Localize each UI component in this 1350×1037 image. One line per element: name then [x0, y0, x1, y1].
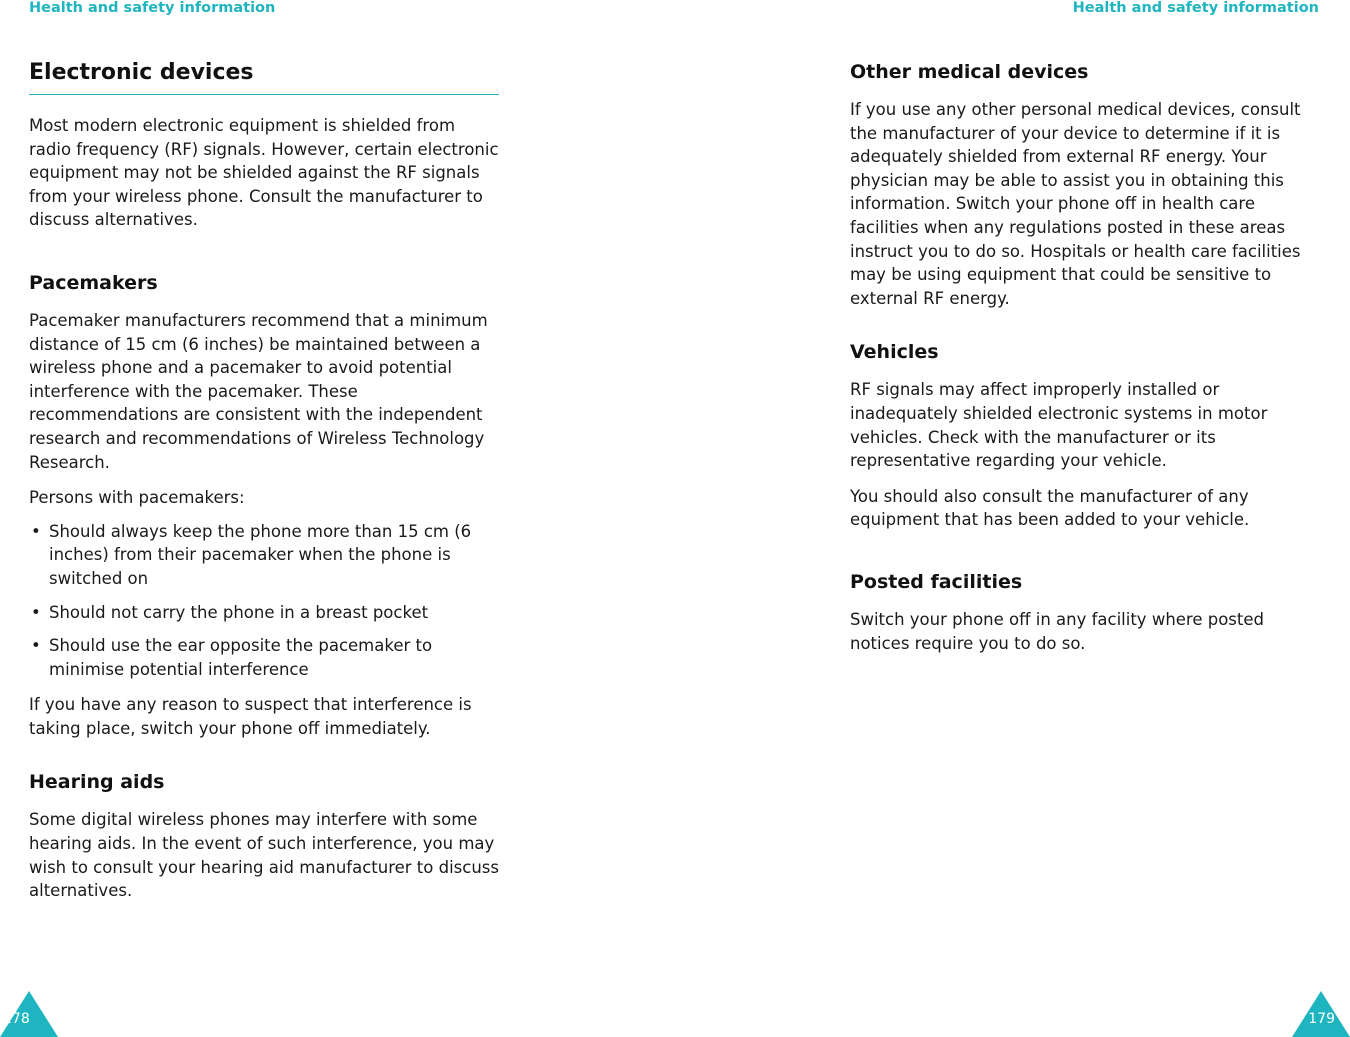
pacemakers-heading: Pacemakers [29, 271, 158, 294]
bullet-icon: • [31, 521, 41, 541]
posted-facilities-paragraph: Switch your phone off in any facility where posted notices require you to do so. [850, 609, 1264, 653]
page-number: 178 [3, 1011, 30, 1027]
left-page-content [29, 58, 499, 903]
vehicles-paragraph-2: You should also consult the manufacturer of any equipment that has been added to your vehicle. [850, 486, 1250, 530]
list-item [29, 634, 499, 681]
other-medical-devices-heading: Other medical devices [850, 61, 1089, 83]
electronic-devices-intro: Most modern electronic equipment is shielded from radio frequency (RF) signals. However, certain electronic equipment may not be shielded against the RF signals from your wireless phone. Consult the manufacturer to discuss alternatives. [29, 116, 499, 230]
bullet-text: Should not carry the phone in a breast pocket [49, 602, 429, 622]
vehicles-heading: Vehicles [850, 341, 939, 364]
hearing-aids-paragraph: Some digital wireless phones may interfere with some hearing aids. In the event of such interference, you may wish to consult your hearing aid manufacturer to discuss alternatives. [29, 810, 499, 901]
hearing-aids-heading: Hearing aids [29, 771, 165, 794]
bullet-icon: • [31, 602, 41, 622]
bullet-text: Should always keep the phone more than 15 cm (6 inches) from their pacemaker when the phone is switched on [49, 521, 472, 588]
section-title: Electronic devices [29, 58, 499, 95]
bullet-text: Should use the ear opposite the pacemaker to minimise potential interference [49, 636, 433, 679]
list-item [29, 601, 499, 625]
bullet-icon: • [31, 636, 41, 656]
other-medical-devices-paragraph: If you use any other personal medical devices, consult the manufacturer of your device to determine if it is adequately shielded from external RF energy. Your physician may be able to assist you in obtaining this information. Switch your phone off in health care facilities when any regulations posted in these areas instruct you to do so. Hospitals or health care facilities may be using equipment that could be sensitive to external RF energy. [850, 100, 1301, 308]
list-item [29, 520, 499, 591]
pacemakers-closing: If you have any reason to suspect that interference is taking place, switch your phone off immediately. [29, 695, 472, 738]
pacemakers-paragraph: Pacemaker manufacturers recommend that a minimum distance of 15 cm (6 inches) be maintained between a wireless phone and a pacemaker to avoid potential interference with the pacemaker. These recommendations are consistent with the independent research and recommendations of Wireless Technology Research. [29, 310, 488, 472]
posted-facilities-heading: Posted facilities [850, 570, 1023, 593]
pacemaker-bullet-list [29, 520, 499, 682]
running-header: Health and safety information [29, 0, 276, 16]
right-page-content [850, 58, 1320, 655]
page-number: 179 [1308, 1011, 1335, 1027]
persons-with-pacemakers-label: Persons with pacemakers: [29, 488, 245, 508]
right-page [675, 0, 1350, 1037]
vehicles-paragraph-1: RF signals may affect improperly installed or inadequately shielded electronic systems in motor vehicles. Check with the manufacturer or its representative regarding your vehicle. [850, 380, 1268, 471]
running-header: Health and safety information [1072, 0, 1319, 16]
